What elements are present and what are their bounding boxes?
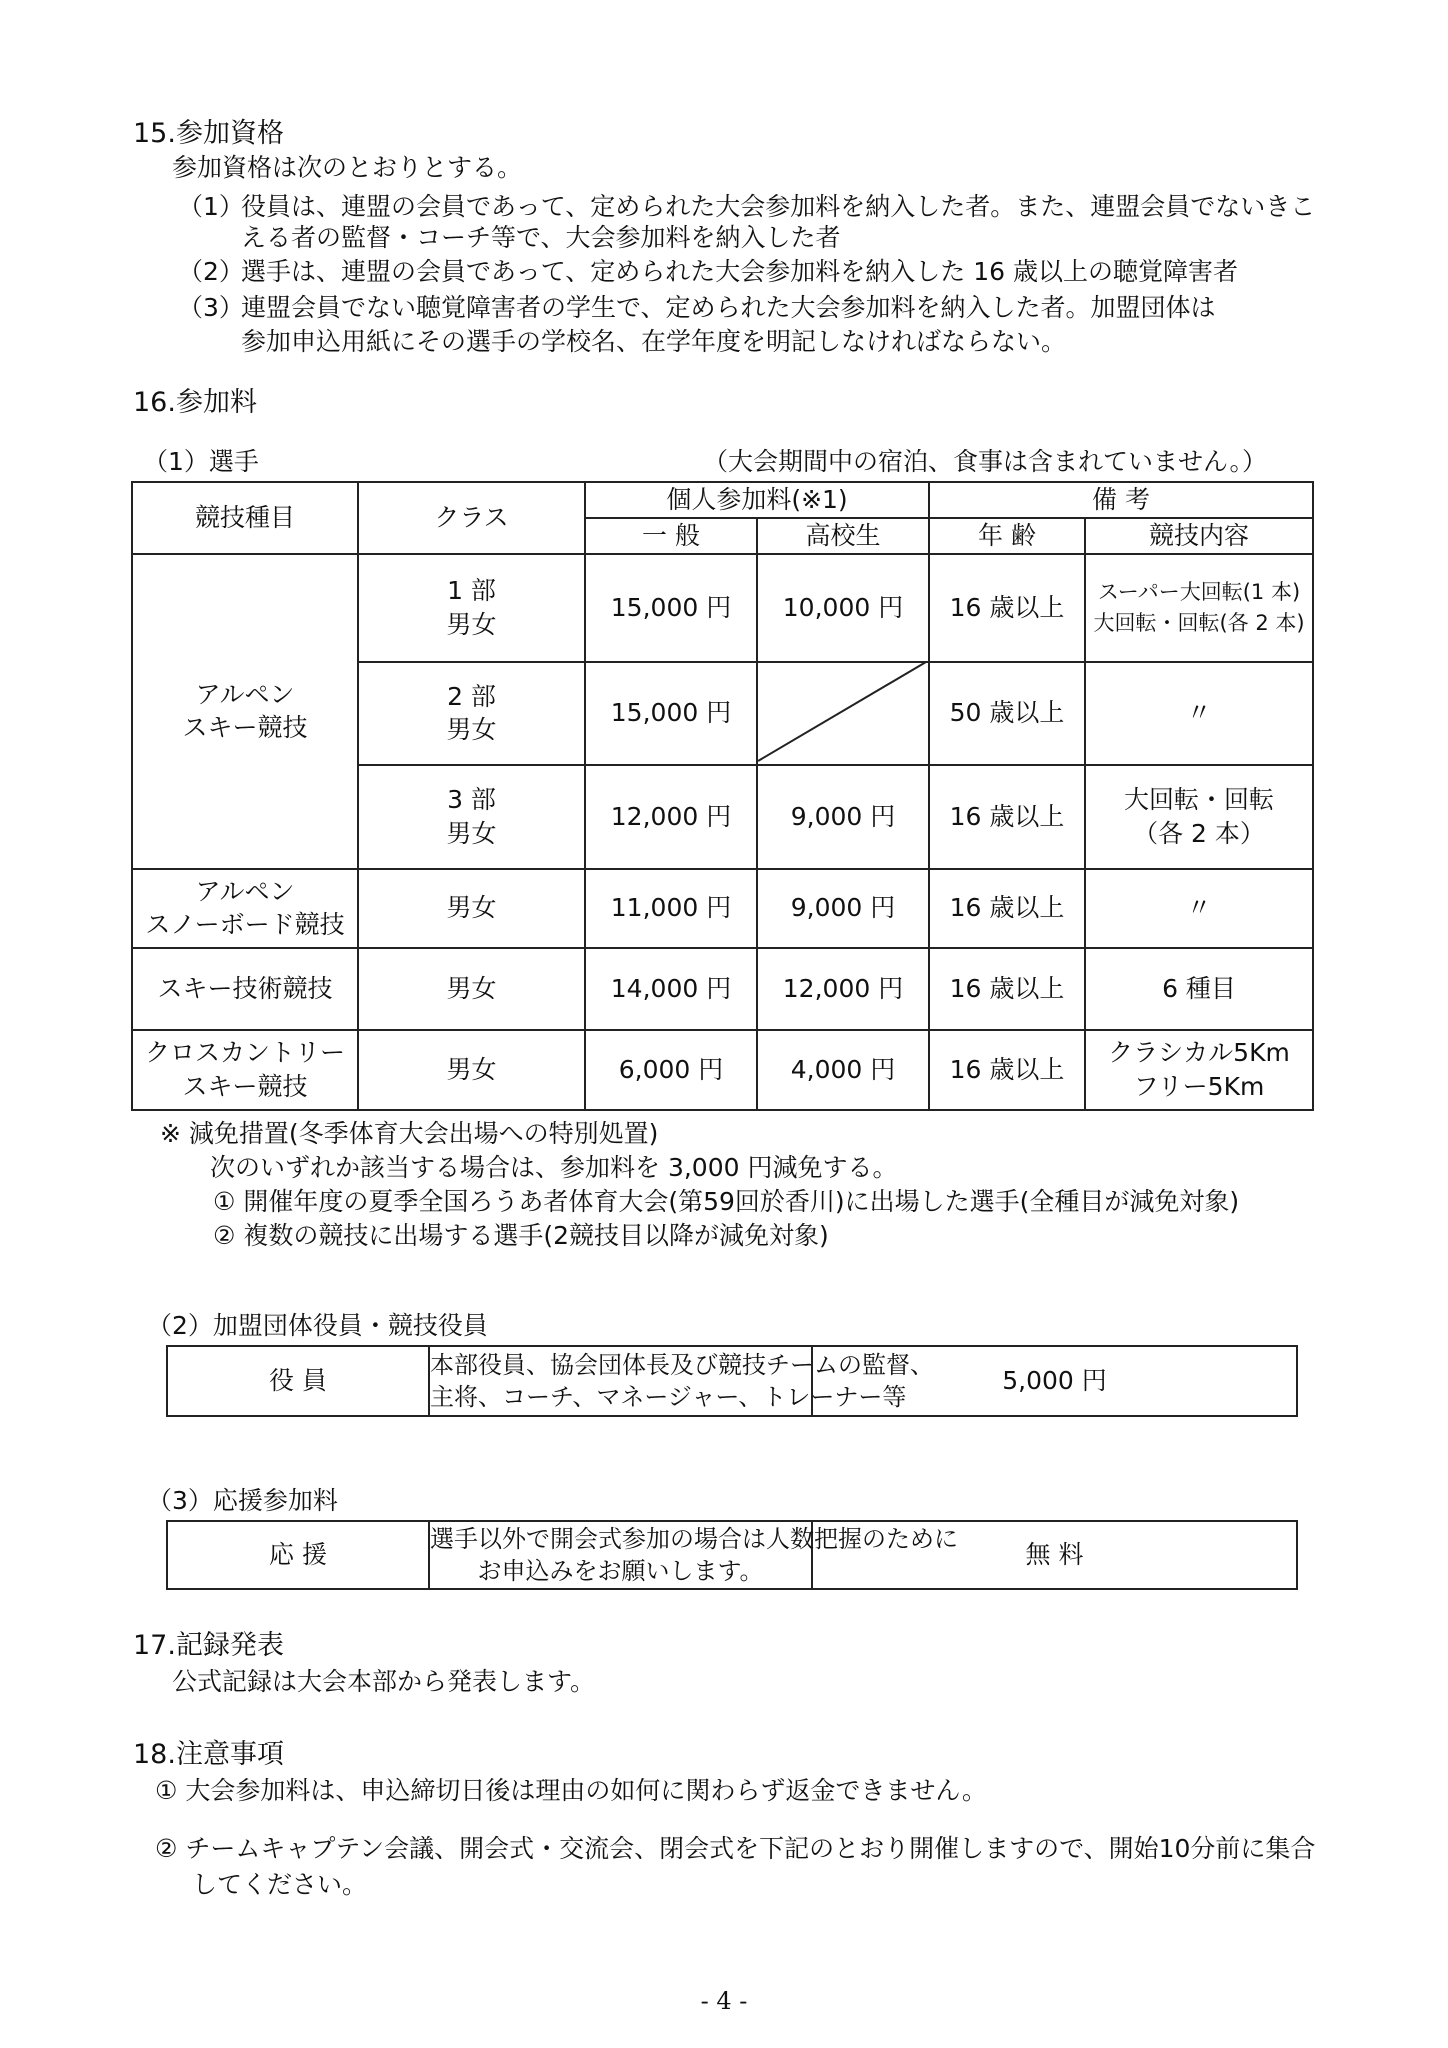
- players-subtitle: （1）選手: [143, 447, 259, 476]
- age-cell: 50 歳以上: [929, 662, 1085, 765]
- class-line: 男女: [446, 609, 497, 639]
- players-fee-table: [131, 481, 1314, 1111]
- age-cell: 16 歳以上: [929, 554, 1085, 662]
- event-name-line: スキー競技: [182, 1071, 308, 1101]
- item-num: （1）: [178, 192, 244, 221]
- age-cell: 16 歳以上: [929, 1030, 1085, 1110]
- not-applicable-slash: [756, 660, 928, 763]
- event-cell: [132, 869, 358, 948]
- content-line: （各 2 本）: [1133, 818, 1265, 848]
- event-name-line: スノーボード競技: [145, 910, 345, 940]
- class-cell: 男女: [358, 948, 585, 1030]
- event-name-line: アルペン: [195, 876, 295, 906]
- supporters-fee: 無 料: [812, 1521, 1297, 1589]
- section-17-text: 公式記録は大会本部から発表します。: [172, 1667, 596, 1696]
- class-line: 男女: [446, 818, 497, 848]
- general-fee-cell: 15,000 円: [585, 662, 757, 765]
- section-15-intro: 参加資格は次のとおりとする。: [172, 153, 523, 182]
- header-event: 競技種目: [132, 482, 358, 554]
- event-name-line: クロスカントリー: [144, 1038, 345, 1067]
- event-cell: スキー技術競技: [132, 948, 358, 1030]
- highschool-fee-cell: 12,000 円: [757, 948, 929, 1030]
- event-cell: [132, 554, 358, 869]
- table-row: [132, 869, 1313, 948]
- age-cell: 16 歳以上: [929, 765, 1085, 869]
- section-16-heading: 16.参加料: [133, 387, 257, 418]
- item-num: （2）: [178, 257, 244, 286]
- content-line: 大回転・回転(各 2 本): [1093, 610, 1305, 635]
- supporters-label: 応 援: [167, 1521, 429, 1589]
- class-cell: [358, 765, 585, 869]
- general-fee-cell: 6,000 円: [585, 1030, 757, 1110]
- notice-item-cont: してください。: [192, 1870, 368, 1899]
- content-line: 大回転・回転: [1124, 785, 1275, 814]
- notice-item: ① 大会参加料は、申込締切日後は理由の如何に関わらず返金できません。: [155, 1776, 987, 1805]
- table-row: [132, 1030, 1313, 1110]
- page-number: - 4 -: [700, 1987, 748, 2015]
- supporters-fee-table: [166, 1520, 1298, 1590]
- players-fee-table-wrap: [131, 481, 1312, 1113]
- event-name-line: スキー競技: [182, 713, 308, 743]
- class-line: 1 部: [447, 576, 496, 605]
- general-fee-cell: 15,000 円: [585, 554, 757, 662]
- notice-item: ② チームキャプテン会議、開会式・交流会、閉会式を下記のとおり開催しますので、開始10分前に集合: [155, 1834, 1316, 1863]
- class-line: 3 部: [447, 785, 496, 814]
- content-line: スーパー大回転(1 本): [1097, 580, 1301, 605]
- item-text: 選手は、連盟の会員であって、定められた大会参加料を納入した 16 歳以上の聴覚障害者: [241, 257, 1238, 286]
- desc-line: 本部役員、協会団体長及び競技チームの監督、: [430, 1350, 934, 1379]
- header-content: 競技内容: [1085, 518, 1313, 554]
- content-cell: [1085, 1030, 1313, 1110]
- officials-label: 役 員: [167, 1346, 429, 1416]
- header-fee-group: 個人参加料(※1): [585, 482, 929, 518]
- content-cell: 〃: [1085, 869, 1313, 948]
- item-text: 連盟会員でない聴覚障害者の学生で、定められた大会参加料を納入した者。加盟団体は: [241, 293, 1216, 322]
- item-text: える者の監督・コーチ等で、大会参加料を納入した者: [241, 223, 841, 252]
- header-general: 一 般: [585, 518, 757, 554]
- item-text: 役員は、連盟の会員であって、定められた大会参加料を納入した者。また、連盟会員でないきこ: [241, 192, 1316, 221]
- section-18-heading: 18.注意事項: [133, 1739, 284, 1770]
- class-cell: [358, 662, 585, 765]
- class-line: 男女: [446, 715, 497, 745]
- section-15-heading: 15.参加資格: [133, 118, 284, 149]
- content-cell: [1085, 765, 1313, 869]
- header-age: 年 齢: [929, 518, 1085, 554]
- highschool-fee-cell: 9,000 円: [757, 765, 929, 869]
- table-row: [132, 948, 1313, 1030]
- supporters-subtitle: （3）応援参加料: [147, 1486, 338, 1515]
- reduction-title: ※ 減免措置(冬季体育大会出場への特別処置): [160, 1119, 659, 1148]
- content-cell: [1085, 554, 1313, 662]
- class-cell: [358, 554, 585, 662]
- supporters-desc: [429, 1521, 958, 1589]
- class-line: 2 部: [447, 681, 496, 711]
- content-line: クラシカル5Km: [1108, 1038, 1290, 1067]
- reduction-item: ② 複数の競技に出場する選手(2競技目以降が減免対象): [213, 1221, 829, 1250]
- header-remarks-group: 備 考: [929, 482, 1313, 518]
- class-cell: 男女: [358, 869, 585, 948]
- header-class: クラス: [358, 482, 585, 554]
- desc-line: 主将、コーチ、マネージャー、トレーナー等: [430, 1383, 907, 1411]
- content-cell: 〃: [1085, 662, 1313, 765]
- section-17-heading: 17.記録発表: [133, 1630, 284, 1661]
- class-cell: 男女: [358, 1030, 585, 1110]
- event-name-line: アルペン: [195, 679, 295, 709]
- officials-desc: [429, 1346, 934, 1416]
- highschool-fee-cell: 9,000 円: [757, 869, 929, 948]
- officials-fee: 5,000 円: [812, 1346, 1297, 1416]
- reduction-item: ① 開催年度の夏季全国ろうあ者体育大会(第59回於香川)に出場した選手(全種目が減免対象): [213, 1187, 1240, 1216]
- players-note: （大会期間中の宿泊、食事は含まれていません。）: [703, 447, 1268, 476]
- reduction-line: 次のいずれか該当する場合は、参加料を 3,000 円減免する。: [210, 1153, 898, 1182]
- content-cell: 6 種目: [1085, 948, 1313, 1030]
- officials-subtitle: （2）加盟団体役員・競技役員: [147, 1311, 488, 1340]
- item-text: 参加申込用紙にその選手の学校名、在学年度を明記しなければならない。: [241, 327, 1067, 356]
- desc-line: お申込みをお願いします。: [477, 1557, 764, 1585]
- general-fee-cell: 14,000 円: [585, 948, 757, 1030]
- header-highschool: 高校生: [757, 518, 929, 554]
- highschool-fee-cell: 4,000 円: [757, 1030, 929, 1110]
- general-fee-cell: 12,000 円: [585, 765, 757, 869]
- item-num: （3）: [178, 293, 244, 322]
- event-cell: [132, 1030, 358, 1110]
- age-cell: 16 歳以上: [929, 869, 1085, 948]
- desc-line: 選手以外で開会式参加の場合は人数把握のために: [430, 1524, 958, 1553]
- general-fee-cell: 11,000 円: [585, 869, 757, 948]
- age-cell: 16 歳以上: [929, 948, 1085, 1030]
- table-row: [132, 554, 1313, 662]
- officials-fee-table: [166, 1345, 1298, 1417]
- content-line: フリー5Km: [1133, 1071, 1265, 1101]
- highschool-fee-cell: 10,000 円: [757, 554, 929, 662]
